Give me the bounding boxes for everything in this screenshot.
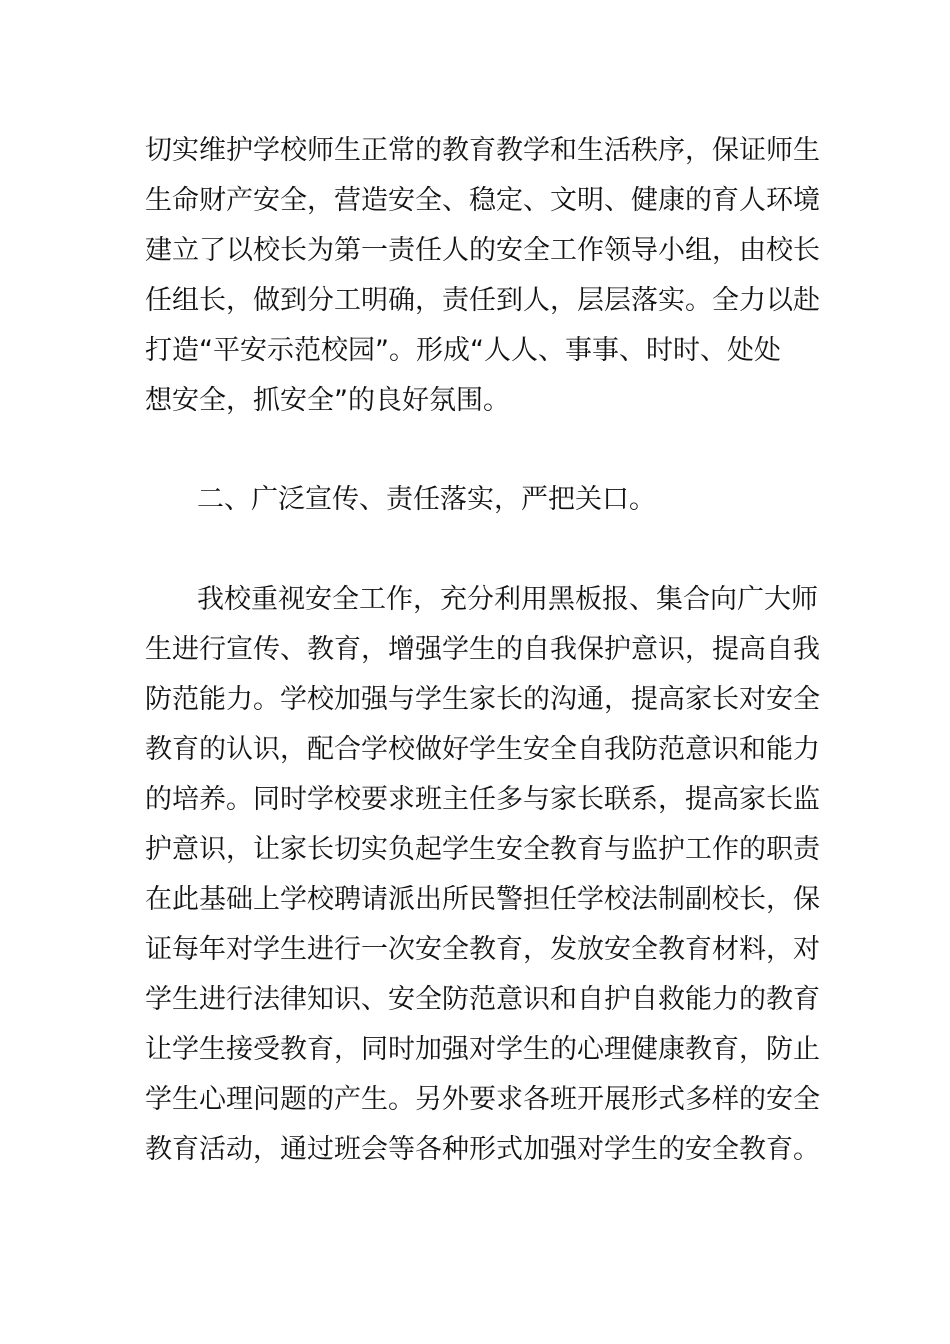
- text-line: 切实维护学校师生正常的教育教学和生活秩序，保证师生: [145, 135, 820, 166]
- paragraph-safety-education: [145, 575, 820, 1175]
- text-line: 在此基础上学校聘请派出所民警担任学校法制副校长，保: [145, 884, 820, 915]
- text-line: 护意识，让家长切实负起学生安全教育与监护工作的职责: [145, 834, 820, 865]
- text-line: 建立了以校长为第一责任人的安全工作领导小组，由校长: [145, 235, 820, 266]
- text-line: 教育的认识，配合学校做好学生安全自我防范意识和能力: [145, 734, 820, 765]
- text-line: 想安全，抓安全”的良好氛围。: [145, 385, 510, 416]
- paragraph-school-safety-leadership: [145, 126, 820, 426]
- section-heading-text: 二、广泛宣传、责任落实，严把关口。: [197, 484, 656, 515]
- text-line: 教育活动，通过班会等各种形式加强对学生的安全教育。: [145, 1134, 820, 1165]
- text-line: 我校重视安全工作，充分利用黑板报、集合向广大师: [197, 584, 818, 615]
- text-line: 防范能力。学校加强与学生家长的沟通，提高家长对安全: [145, 684, 820, 715]
- text-line: 打造“平安示范校园”。形成“人人、事事、时时、处处: [145, 335, 781, 366]
- text-line: 证每年对学生进行一次安全教育，发放安全教育材料，对: [145, 934, 820, 965]
- text-line: 任组长，做到分工明确，责任到人，层层落实。全力以赴: [145, 285, 820, 316]
- text-line: 学生心理问题的产生。另外要求各班开展形式多样的安全: [145, 1084, 820, 1115]
- text-line: 生命财产安全，营造安全、稳定、文明、健康的育人环境: [145, 185, 820, 216]
- text-line: 生进行宣传、教育，增强学生的自我保护意识，提高自我: [145, 634, 820, 665]
- text-line: 学生进行法律知识、安全防范意识和自护自救能力的教育: [145, 984, 820, 1015]
- text-line: 让学生接受教育，同时加强对学生的心理健康教育，防止: [145, 1034, 820, 1065]
- section-heading-2: [145, 475, 815, 525]
- text-line: 的培养。同时学校要求班主任多与家长联系，提高家长监: [145, 784, 820, 815]
